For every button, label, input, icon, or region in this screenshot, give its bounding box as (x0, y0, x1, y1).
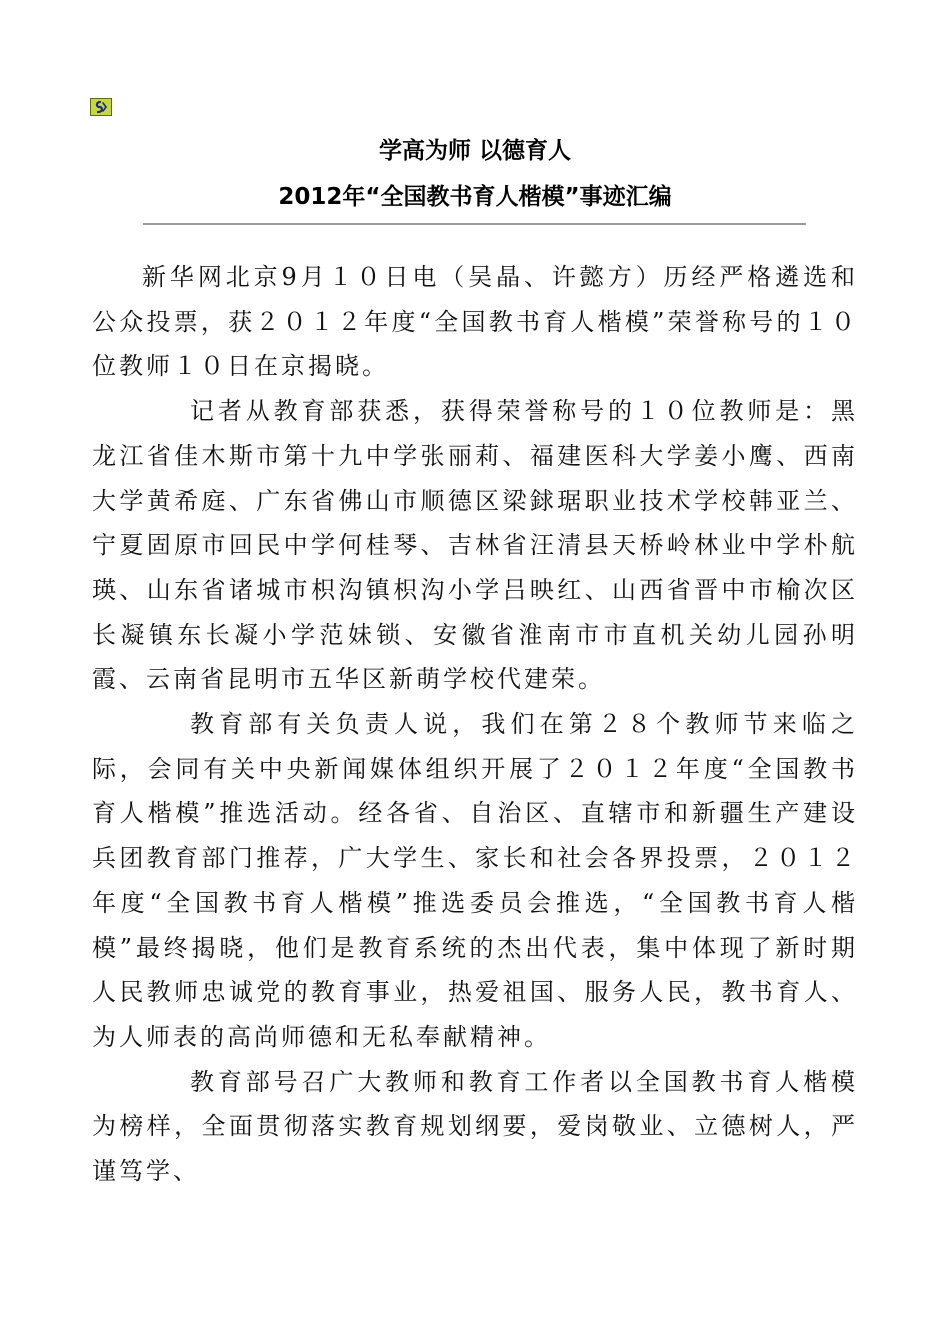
page-title: 学高为师 以德育人 (378, 138, 571, 164)
document-link-icon[interactable] (90, 98, 112, 116)
paragraph-3: 教育部有关负责人说，我们在第２８个教师节来临之际，会同有关中央新闻媒体组织开展了２０１２年度“全国教书育人楷模”推选活动。经各省、自治区、直辖市和新疆生产建设兵团教育部门推荐，广大学生、家长和社会各界投票，２０１２年度“全国教书育人楷模”推选委员会推选，“全国教书育人楷模”最终揭晓，他们是教育系统的杰出代表，集中体现了新时期人民教师忠诚党的教育事业，热爱祖国、服务人民，教书育人、为人师表的高尚师德和无私奉献精神。 (92, 710, 858, 1051)
paragraph-4: 教育部号召广大教师和教育工作者以全国教书育人楷模为榜样，全面贯彻落实教育规划纲要，爱岗敬业、立德树人，严谨笃学、 (92, 1067, 858, 1186)
article-body (92, 255, 858, 1194)
paragraph-2: 记者从教育部获悉，获得荣誉称号的１０位教师是：黑龙江省佳木斯市第十九中学张丽莉、福建医科大学姜小鹰、西南大学黄希庭、广东省佛山市顺德区梁銶琚职业技术学校韩亚兰、宁夏固原市回民中学何桂琴、吉林省汪清县天桥岭林业中学朴航瑛、山东省诸城市枳沟镇枳沟小学吕映红、山西省晋中市榆次区长凝镇东长凝小学范妹锁、安徽省淮南市市直机关幼儿园孙明霞、云南省昆明市五华区新萌学校代建荣。 (92, 397, 858, 694)
paragraph-1: 新华网北京9月１０日电（吴晶、许懿方）历经严格遴选和公众投票，获２０１２年度“全国教书育人楷模”荣誉称号的１０位教师１０日在京揭晓。 (92, 263, 858, 381)
title-divider (143, 223, 806, 225)
document-link-icon-glyph (91, 99, 111, 115)
page-subtitle: 2012年“全国教书育人楷模”事迹汇编 (278, 184, 672, 210)
title-block (0, 128, 950, 220)
